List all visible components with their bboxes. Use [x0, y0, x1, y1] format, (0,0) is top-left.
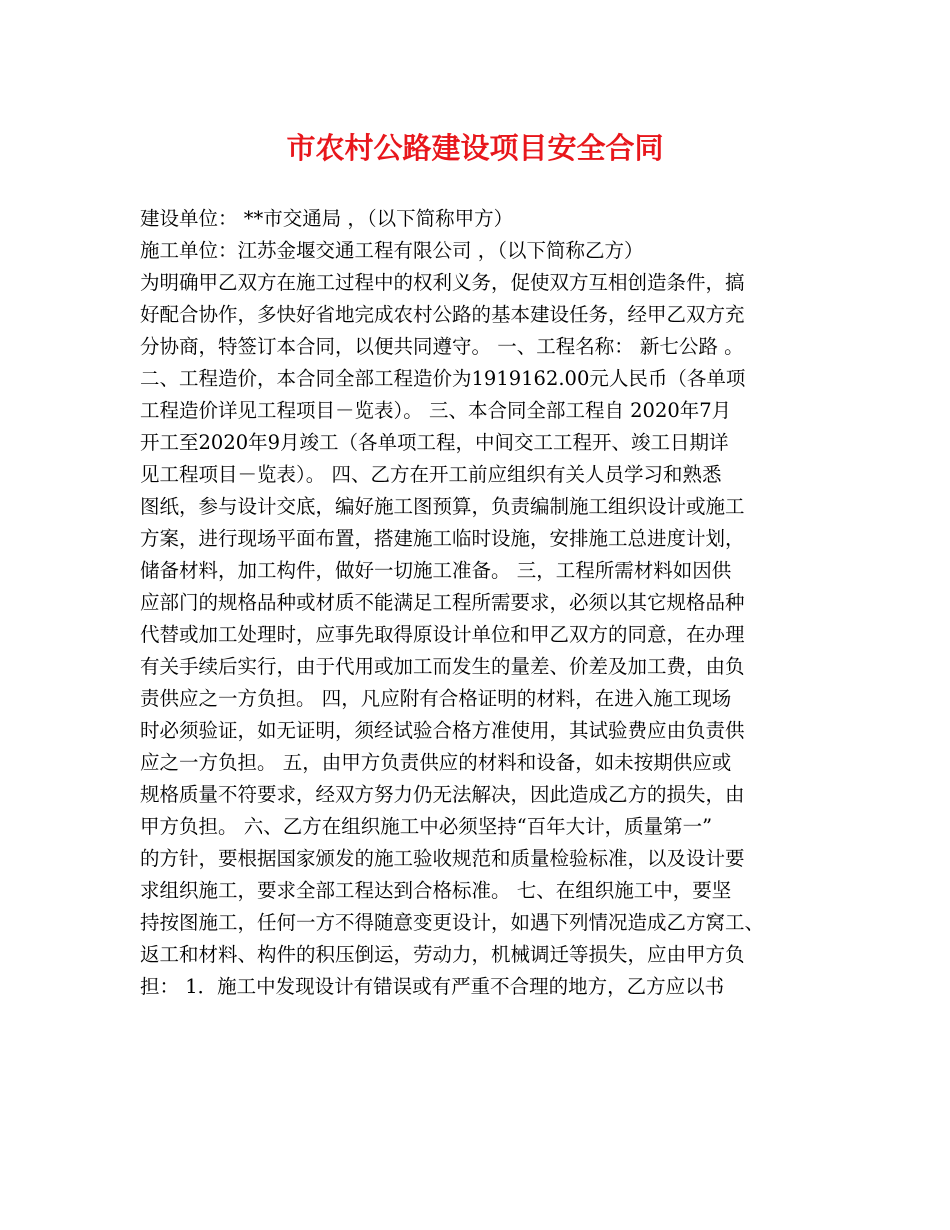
- body-line: 二、工程造价，本合同全部工程造价为1919162.00元人民币（各单项: [140, 367, 746, 390]
- body-line: 见工程项目－览表）。 四、乙方在开工前应组织有关人员学习和熟悉: [140, 463, 722, 486]
- body-line: 担： 1．施工中发现设计有错误或有严重不合理的地方，乙方应以书: [140, 975, 725, 998]
- body-line: 有关手续后实行，由于代用或加工而发生的量差、价差及加工费，由负: [140, 655, 745, 678]
- body-line: 返工和材料、构件的积压倒运，劳动力，机械调迁等损失，应由甲方负: [140, 943, 745, 966]
- body-line: 建设单位： **市交通局 ，（以下简称甲方）: [140, 207, 514, 230]
- document-title: 市农村公路建设项目安全合同: [286, 131, 664, 165]
- body-line: 分协商，特签订本合同，以便共同遵守。 一、工程名称： 新七公路 。: [140, 335, 744, 358]
- body-line: 开工至2020年9月竣工（各单项工程，中间交工工程开、竣工日期详: [140, 431, 729, 454]
- body-line: 应部门的规格品种或材质不能满足工程所需要求，必须以其它规格品种: [140, 591, 745, 614]
- body-line: 规格质量不符要求，经双方努力仍无法解决，因此造成乙方的损失，由: [140, 783, 745, 806]
- body-line: 储备材料，加工构件，做好一切施工准备。 三，工程所需材料如因供: [140, 559, 732, 582]
- body-line: 施工单位：江苏金堰交通工程有限公司 ，（以下简称乙方）: [140, 239, 644, 262]
- body-line: 为明确甲乙双方在施工过程中的权利义务，促使双方互相创造条件，搞: [140, 271, 745, 294]
- body-line: 图纸，参与设计交底，编好施工图预算，负责编制施工组织设计或施工: [140, 495, 745, 518]
- body-line: 好配合协作，多快好省地完成农村公路的基本建设任务，经甲乙双方充: [140, 303, 745, 326]
- document-body: [140, 203, 830, 1003]
- body-line: 代替或加工处理时，应事先取得原设计单位和甲乙双方的同意，在办理: [140, 623, 745, 646]
- body-line: 责供应之一方负担。 四，凡应附有合格证明的材料，在进入施工现场: [140, 687, 732, 710]
- body-line: 工程造价详见工程项目－览表）。 三、本合同全部工程自 2020年7月: [140, 399, 732, 422]
- body-line: 时必须验证，如无证明，须经试验合格方准使用，其试验费应由负责供: [140, 719, 745, 742]
- body-line: 方案，进行现场平面布置，搭建施工临时设施，安排施工总进度计划，: [140, 527, 745, 550]
- body-line: 的方针，要根据国家颁发的施工验收规范和质量检验标准，以及设计要: [140, 847, 745, 870]
- body-line: 应之一方负担。 五，由甲方负责供应的材料和设备，如未按期供应或: [140, 751, 732, 774]
- body-line: 甲方负担。 六、乙方在组织施工中必须坚持“百年大计，质量第一”: [140, 815, 713, 838]
- body-line: 持按图施工，任何一方不得随意变更设计，如遇下列情况造成乙方窝工、: [140, 911, 765, 934]
- body-line: 求组织施工，要求全部工程达到合格标准。 七、在组织施工中，要坚: [140, 879, 732, 902]
